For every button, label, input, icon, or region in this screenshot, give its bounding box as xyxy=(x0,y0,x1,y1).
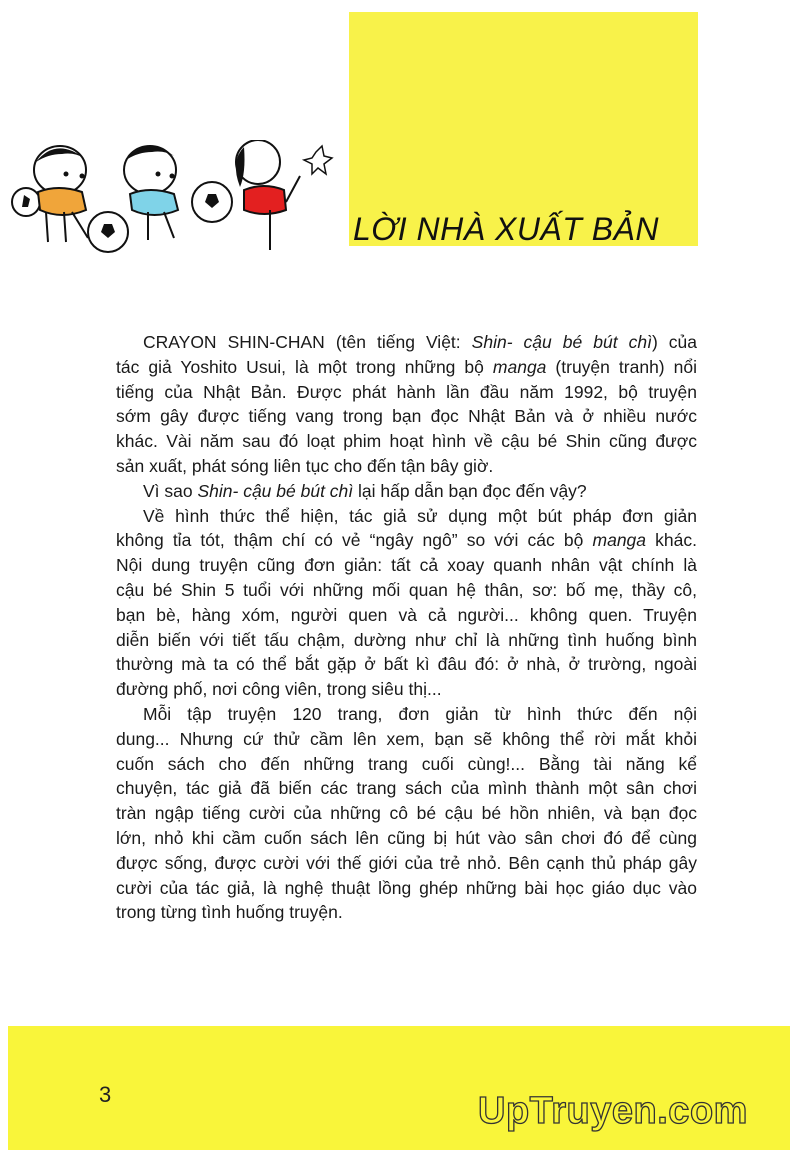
text-line xyxy=(116,578,697,603)
italic-text: Shin- cậu bé bút chì xyxy=(197,480,354,501)
text-segment: bạn bè, hàng xóm, người quen và cả người... không quen. Truyện xyxy=(116,604,697,625)
text-segment: cậu bé Shin 5 tuổi với những mối quan hệ thân, sơ: bố mẹ, thầy cô, xyxy=(116,579,697,600)
title-banner xyxy=(349,12,698,246)
text-line xyxy=(116,355,697,380)
text-line xyxy=(116,380,697,405)
text-line xyxy=(116,900,697,925)
text-line xyxy=(116,652,697,677)
text-segment: được sống, được cười với thế giới của trẻ nhỏ. Bên cạnh thủ pháp gây xyxy=(116,852,697,873)
text-segment: Mỗi tập truyện 120 trang, đơn giản từ hình thức đến nội xyxy=(143,703,697,724)
italic-text: Shin- cậu bé bút chì xyxy=(471,332,652,352)
italic-text: manga xyxy=(592,530,647,551)
text-segment: sớm gây được tiếng vang trong bạn đọc Nhật Bản và ở nhiều nước xyxy=(116,406,697,427)
text-segment: tác giả Yoshito Usui, là một trong những bộ xyxy=(116,356,493,377)
text-line xyxy=(116,876,697,901)
text-segment: sản xuất, phát sóng liên tục cho đến tận bây giờ. xyxy=(116,455,494,476)
text-segment: trong từng tình huống truyện. xyxy=(116,902,343,923)
text-segment: khác. Vài năm sau đó loạt phim hoạt hình về cậu bé Shin cũng được xyxy=(116,431,697,452)
text-segment: không tỉa tót, thậm chí có vẻ “ngây ngô” so với các bộ xyxy=(116,530,593,551)
text-line xyxy=(116,454,697,479)
soccer-kids-icon xyxy=(8,140,338,290)
text-line xyxy=(116,727,697,752)
text-line xyxy=(116,553,697,578)
preface-body xyxy=(116,330,697,925)
watermark-logo: UpTruyen.com xyxy=(478,1090,748,1132)
text-line xyxy=(116,603,697,628)
text-line xyxy=(116,628,697,653)
text-line xyxy=(116,826,697,851)
text-segment: CRAYON SHIN-CHAN (tên tiếng Việt: xyxy=(143,332,472,352)
text-segment: cười của tác giả, là nghệ thuật lồng ghép những bài học giáo dục vào xyxy=(116,877,697,898)
text-line xyxy=(116,330,697,355)
text-segment: tràn ngập tiếng cười của những cô bé cậu bé hồn nhiên, và bạn đọc xyxy=(116,803,697,824)
text-line xyxy=(116,429,697,454)
text-line xyxy=(116,479,697,504)
footer-band xyxy=(8,1026,790,1150)
page-number: 3 xyxy=(99,1082,112,1107)
text-segment: thường mà ta có thể bắt gặp ở bất kì đâu đó: ở nhà, ở trường, ngoài xyxy=(116,654,697,675)
text-line xyxy=(116,528,697,553)
text-line xyxy=(116,776,697,801)
text-line xyxy=(116,404,697,429)
text-line xyxy=(116,504,697,529)
text-segment: diễn biến với tiết tấu chậm, dường như chỉ là những tình huống bình xyxy=(116,629,697,650)
shin-chan-soccer-illustration xyxy=(8,140,338,290)
text-segment: khác. xyxy=(646,530,697,551)
text-line xyxy=(116,677,697,702)
text-segment: ) của xyxy=(651,332,697,352)
text-line xyxy=(116,752,697,777)
text-segment: Nội dung truyện cũng đơn giản: tất cả xoay quanh nhân vật chính là xyxy=(116,555,697,576)
text-segment: chuyện, tác giả đã biến các trang sách của mình thành một sân chơi xyxy=(116,778,697,799)
text-segment: Vì sao xyxy=(143,480,198,501)
text-segment: cuốn sách cho đến những trang cuối cùng!... Bằng tài năng kể xyxy=(116,753,697,774)
text-segment: (truyện tranh) nổi xyxy=(546,356,697,377)
text-segment: dung... Nhưng cứ thử cầm lên xem, bạn sẽ không thể rời mắt khỏi xyxy=(116,728,697,749)
text-line xyxy=(116,851,697,876)
text-segment: đường phố, nơi công viên, trong siêu thị... xyxy=(116,679,442,700)
page-title: LỜI NHÀ XUẤT BẢN xyxy=(353,211,660,247)
text-line xyxy=(116,702,697,727)
text-segment: Về hình thức thể hiện, tác giả sử dụng một bút pháp đơn giản xyxy=(143,505,697,526)
italic-text: manga xyxy=(492,356,547,377)
text-segment: tiếng của Nhật Bản. Được phát hành lần đầu năm 1992, bộ truyện xyxy=(116,381,697,402)
text-line xyxy=(116,801,697,826)
text-segment: lớn, nhỏ khi cầm cuốn sách lên cũng bị hút vào sân chơi đó để cùng xyxy=(116,827,697,848)
text-segment: lại hấp dẫn bạn đọc đến vậy? xyxy=(353,480,587,501)
